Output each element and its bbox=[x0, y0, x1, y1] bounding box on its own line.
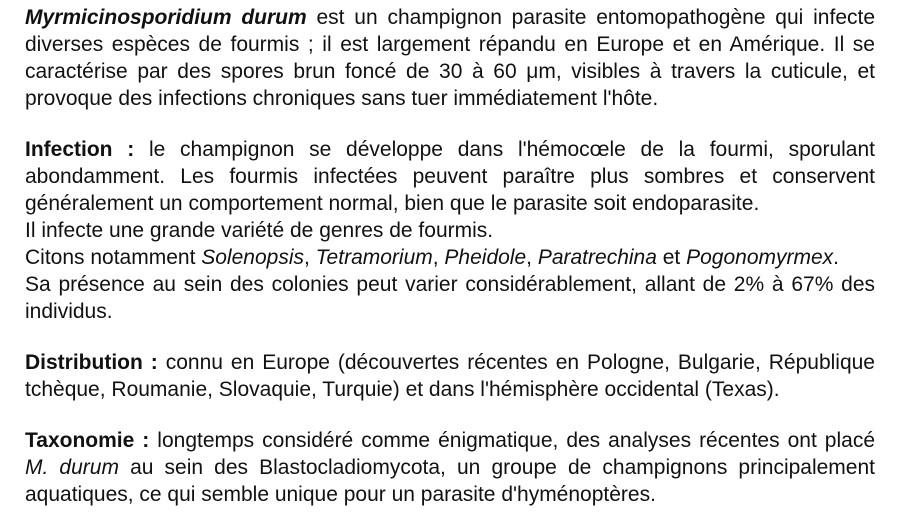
text-run: , bbox=[526, 246, 538, 269]
styled-text-run: Taxonomie : bbox=[25, 429, 150, 452]
paragraph-infection-examples bbox=[25, 244, 875, 271]
text-run: , bbox=[303, 246, 316, 269]
styled-text-run: M. durum bbox=[25, 456, 119, 479]
styled-text-run: Solenopsis bbox=[201, 246, 304, 269]
text-run: . bbox=[833, 246, 839, 269]
text-run: au sein des Blastocladiomycota, un groupe de champignons principalement aquatiques, ce qui semble unique pour un parasite d'hyménoptères. bbox=[25, 456, 875, 506]
styled-text-run: Infection : bbox=[25, 138, 135, 161]
text-run: le champignon se développe dans l'hémocœle de la fourmi, sporulant abondamment. Les fourmis infectées peuvent paraître plus sombres et conservent généralement un comportement normal, bien que le parasite soit endoparasite. bbox=[25, 138, 875, 215]
text-run: longtemps considéré comme énigmatique, des analyses récentes ont placé bbox=[149, 429, 876, 452]
text-run: , bbox=[432, 246, 445, 269]
text-run: Il infecte une grande variété de genres de fourmis. bbox=[25, 219, 494, 242]
paragraph-infection bbox=[25, 136, 875, 217]
styled-text-run: Pheidole bbox=[444, 246, 527, 269]
paragraph-intro bbox=[25, 4, 875, 112]
text-run: Sa présence au sein des colonies peut varier considérablement, allant de 2% à 67% des individus. bbox=[25, 273, 875, 323]
text-run: est un champignon parasite entomopathogène qui infecte diverses espèces de fourmis ; il est largement répandu en Europe et en Amérique. Il se caractérise par des spores brun foncé de 30 à 60 μm, visibles à travers la cuticule, et provoque des infections chroniques sans tuer immédiatement l'hôte. bbox=[25, 6, 876, 110]
text-run: Citons notamment bbox=[25, 246, 202, 269]
styled-text-run: Tetramorium bbox=[315, 246, 433, 269]
text-run: connu en Europe (découvertes récentes en Pologne, Bulgarie, République tchèque, Roumanie, Slovaquie, Turquie) et dans l'hémisphère occidental (Texas). bbox=[25, 351, 875, 401]
styled-text-run: Paratrechina bbox=[537, 246, 657, 269]
paragraph-infection-prevalence bbox=[25, 271, 875, 325]
paragraph-taxonomie bbox=[25, 427, 875, 508]
styled-text-run: Distribution : bbox=[25, 351, 158, 374]
paragraph-distribution bbox=[25, 349, 875, 403]
styled-text-run: Pogonomyrmex bbox=[686, 246, 834, 269]
text-run: et bbox=[656, 246, 687, 269]
styled-text-run: Myrmicinosporidium durum bbox=[25, 6, 307, 29]
paragraph-infection-genera bbox=[25, 217, 875, 244]
